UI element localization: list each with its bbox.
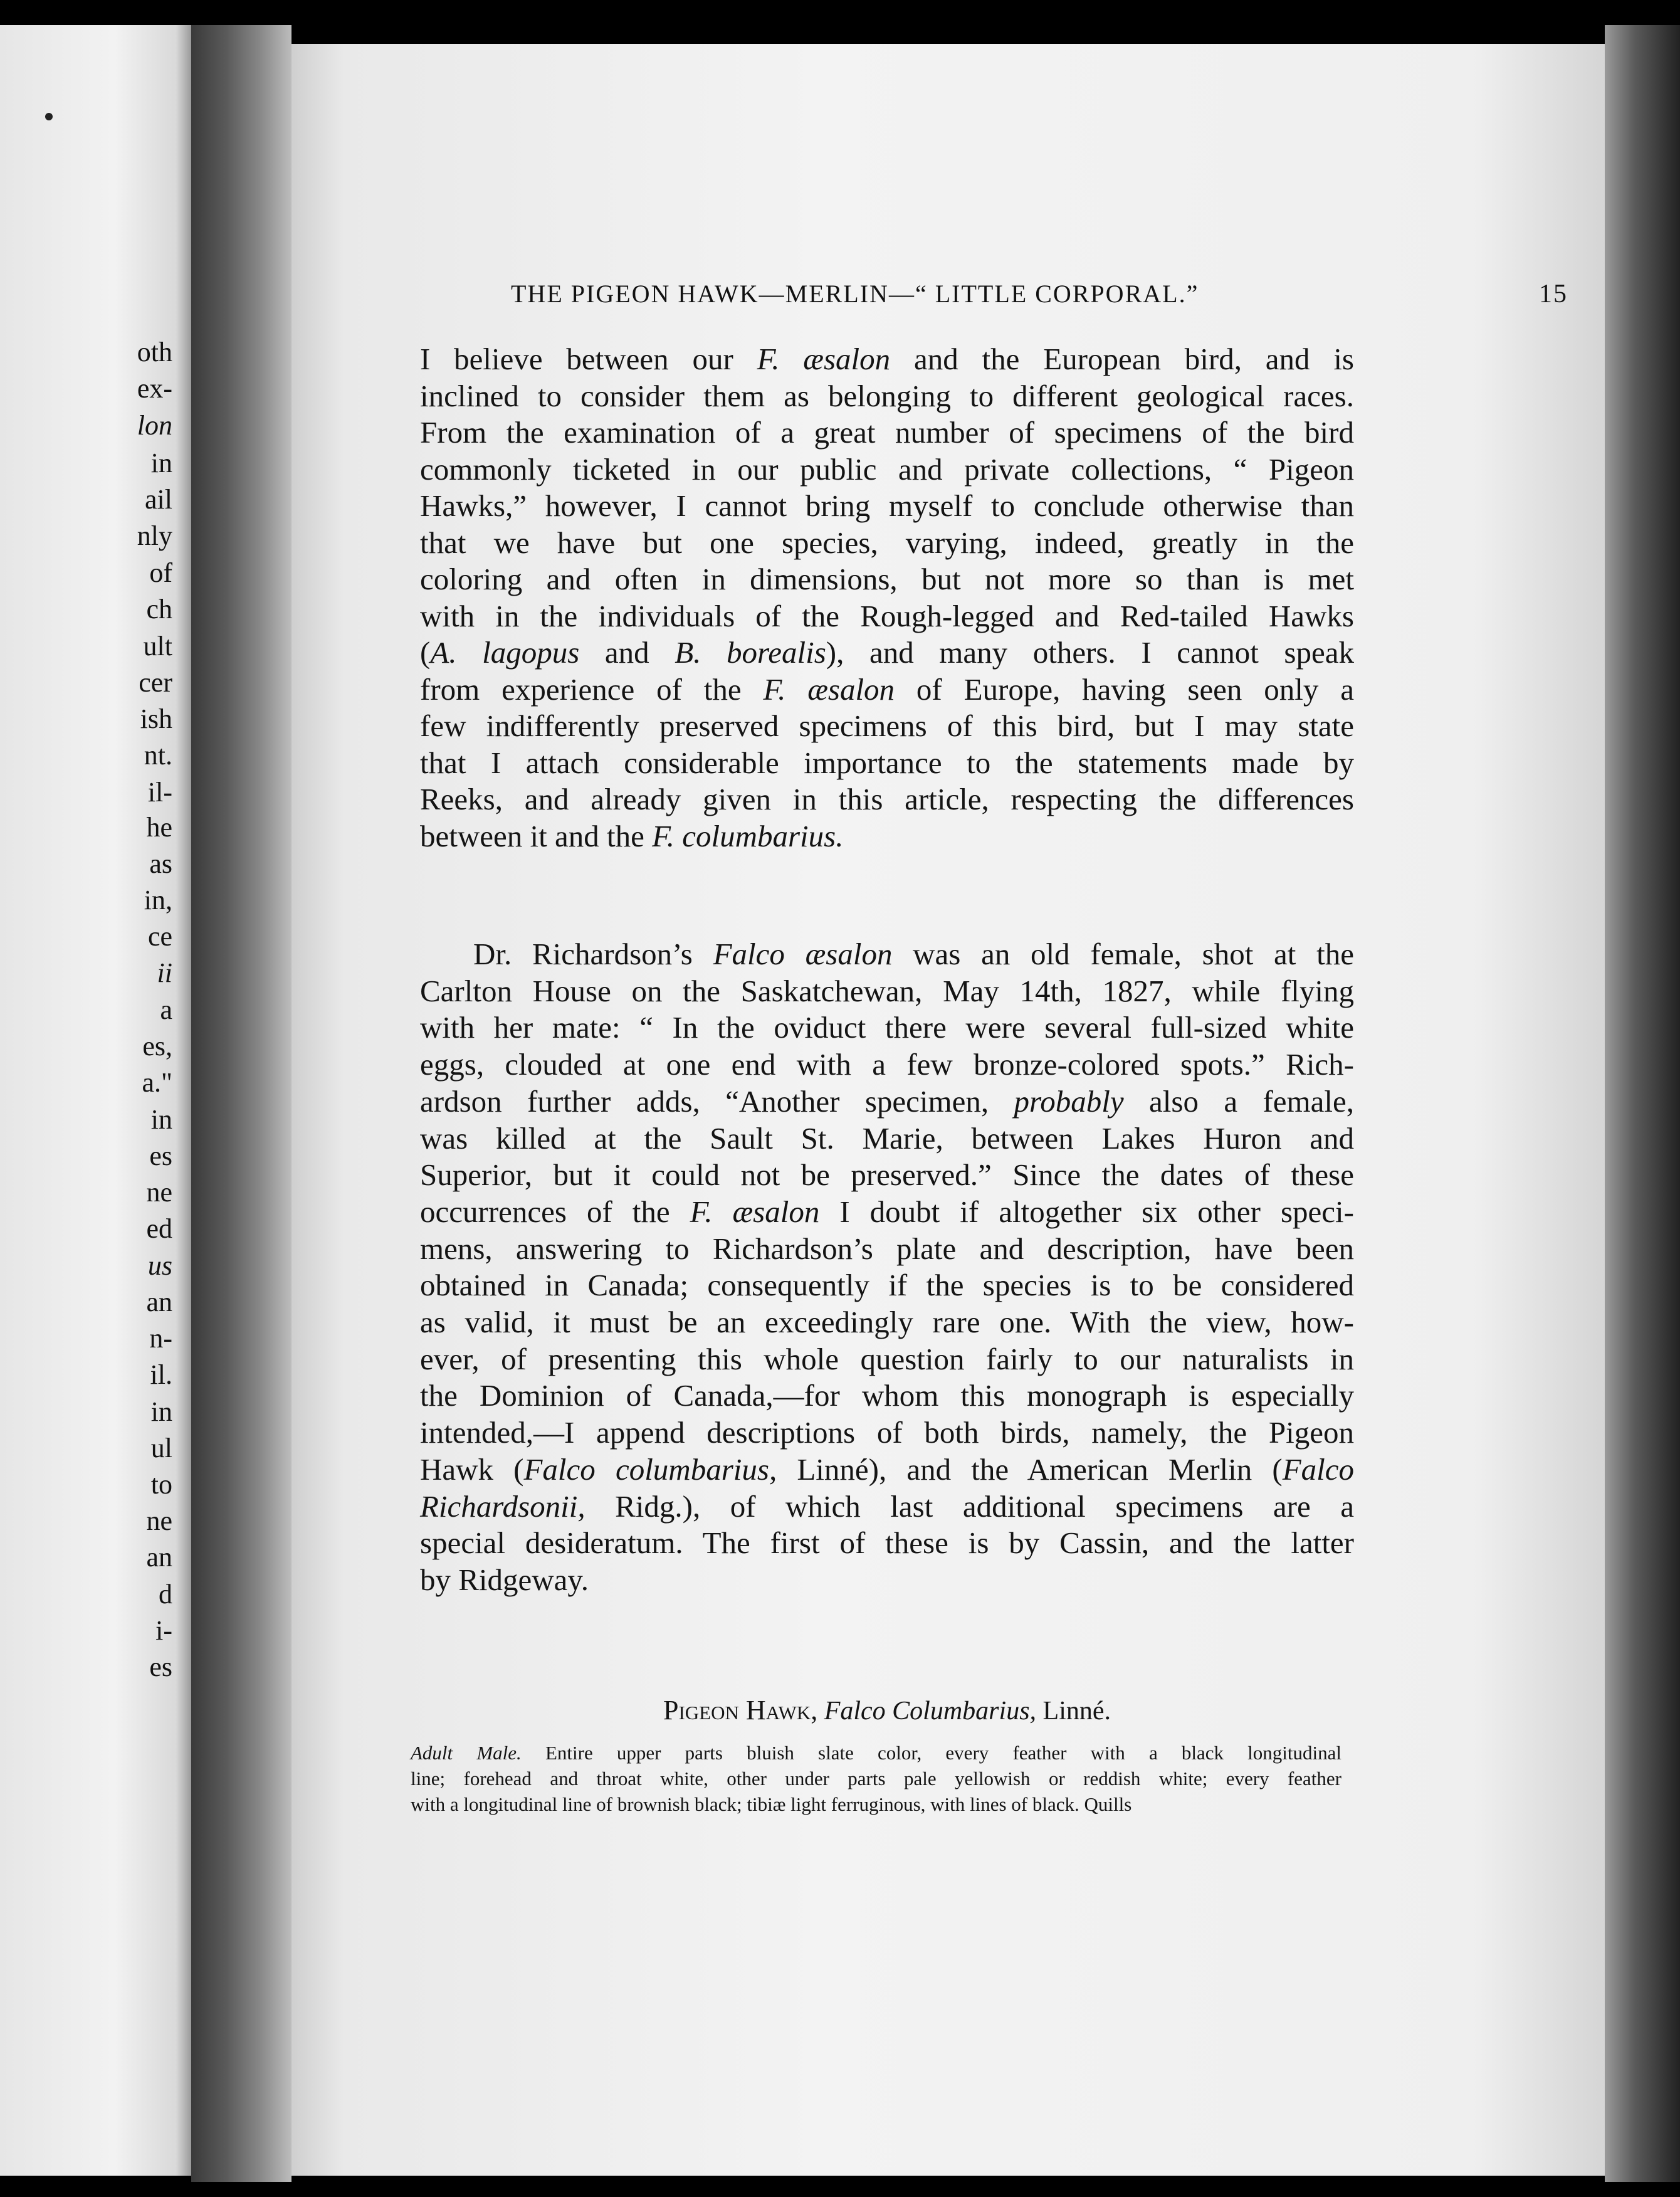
text-line (420, 1083, 1354, 1119)
text-run: of Europe, having seen only a (895, 672, 1354, 707)
text-run: Hawks,” however, I cannot bring myself to conclude otherwise than (420, 488, 1354, 523)
italic-run: F. æsalon (763, 672, 895, 707)
text-run: I believe between our (420, 342, 757, 376)
text-run: from experience of the (420, 672, 764, 707)
italic-run: Falco columbarius, (523, 1451, 777, 1487)
margin-fragment: ult (143, 631, 172, 661)
page-edge-shadow (1605, 25, 1680, 2182)
margin-fragment: n- (149, 1323, 172, 1354)
text-run: and (579, 635, 675, 670)
text-run: was killed at the Sault St. Marie, between Lakes Huron and (420, 1120, 1354, 1156)
text-run: Reeks, and already given in this article, respecting the differences (420, 782, 1354, 816)
text-line (420, 1417, 1354, 1448)
text-run: ), and many others. I cannot speak (826, 635, 1355, 670)
text-line (420, 598, 1354, 633)
text-line (420, 637, 1354, 668)
text-run: between it and the (420, 818, 653, 853)
text-run: commonly ticketed in our public and private collections, “ Pigeon (420, 451, 1354, 487)
text-run: that I attach considerable importance to the statements made by (420, 745, 1354, 780)
text-run: with her mate: “ In the oviduct there were several full-sized white (420, 1010, 1354, 1045)
page-15 (291, 44, 1605, 2176)
margin-fragment: es (149, 1141, 172, 1171)
text-run: line; forehead and throat white, other under parts pale yellowish or reddish white; every feather (411, 1768, 1341, 1789)
running-head-title: THE PIGEON HAWK—MERLIN—“ LITTLE CORPORAL.” (511, 280, 1199, 308)
margin-fragment: d (159, 1579, 172, 1610)
text-line (420, 1049, 1354, 1080)
text-run: Linné), and the American Merlin ( (777, 1451, 1283, 1487)
text-run: eggs, clouded at one end with a few bronze-colored spots.” Rich- (420, 1047, 1354, 1082)
text-run: was an old female, shot at the (892, 937, 1354, 971)
text-run: the Dominion of Canada,—for whom this monograph is especially (420, 1378, 1354, 1413)
book-gutter (191, 25, 291, 2182)
text-line (420, 1012, 1354, 1043)
italic-run: Richardsonii, (420, 1488, 585, 1524)
margin-fragment: ed (146, 1213, 172, 1244)
text-run: From the examination of a great number of specimens of the bird (420, 415, 1354, 450)
text-line (420, 527, 1354, 558)
margin-fragment: as (149, 848, 172, 879)
margin-fragment: ish (140, 703, 172, 734)
text-line (420, 1233, 1354, 1264)
margin-fragment: es, (142, 1031, 172, 1062)
text-run: few indifferently preserved specimens of this bird, but I may state (420, 709, 1354, 743)
margin-fragment: ii (157, 957, 172, 988)
margin-fragment: in (150, 448, 172, 478)
text-run: Entire upper parts bluish slate color, every feather with a black longitudinal (521, 1742, 1342, 1764)
caption-author: Linné. (1042, 1697, 1111, 1725)
text-line (420, 784, 1354, 814)
text-line (420, 1120, 1354, 1156)
margin-fragment: he (146, 812, 172, 843)
margin-fragment: in (150, 1104, 172, 1135)
italic-run: Falco æsalon (713, 937, 893, 971)
text-run: ( (420, 635, 431, 670)
margin-fragment: a (160, 994, 172, 1025)
text-run: by Ridgeway. (420, 1562, 589, 1597)
margin-fragment: an (146, 1287, 172, 1317)
text-run: Superior, but it could not be preserved.” Since the dates of these (420, 1157, 1354, 1193)
margin-fragment: in, (144, 885, 172, 915)
italic-run: A. lagopus (430, 635, 580, 670)
text-line (420, 1268, 1354, 1303)
section-caption (420, 1694, 1354, 1726)
text-line (420, 674, 1354, 705)
text-line (420, 344, 1354, 374)
italic-run: Adult Male. (411, 1742, 522, 1764)
text-line (420, 378, 1354, 413)
text-line (420, 564, 1354, 594)
left-facing-page (0, 25, 191, 2176)
italic-run: Falco (1282, 1451, 1355, 1487)
text-run: ever, of presenting this whole question fairly to our naturalists in (420, 1341, 1354, 1376)
text-run: mens, answering to Richardson’s plate and description, have been (420, 1231, 1354, 1266)
text-line (420, 417, 1354, 448)
text-run: that we have but one species, varying, indeed, greatly in the (420, 525, 1354, 560)
text-run: occurrences of the (420, 1194, 690, 1229)
text-line (420, 490, 1354, 521)
text-run: coloring and often in dimensions, but not more so than is met (420, 562, 1354, 596)
text-run: with in the individuals of the Rough-legged and Red-tailed Hawks (420, 598, 1354, 633)
text-line (420, 1341, 1354, 1376)
margin-fragment: il- (147, 777, 172, 808)
text-line (411, 1794, 1341, 1814)
margin-fragment: ail (145, 484, 172, 515)
text-line (420, 1488, 1354, 1524)
text-run: Dr. Richardson’s (473, 937, 713, 971)
margin-fragment: il. (150, 1359, 172, 1390)
margin-fragment: an (146, 1542, 172, 1573)
text-run: Carlton House on the Saskatchewan, May 14th, 1827, while flying (420, 973, 1354, 1008)
text-run: I doubt if altogether six other speci- (819, 1194, 1354, 1229)
ink-speck (45, 113, 53, 120)
text-line (420, 1525, 1354, 1561)
italic-run: probably (1014, 1083, 1124, 1119)
text-line (420, 973, 1354, 1008)
text-run: intended,—I append descriptions of both birds, namely, the Pigeon (420, 1415, 1354, 1450)
text-line (411, 1769, 1341, 1788)
text-run: Ridg.), of which last additional specimens are a (585, 1488, 1354, 1524)
page-number: 15 (1539, 280, 1568, 308)
text-line (473, 939, 1354, 969)
italic-run: F. æsalon (757, 342, 891, 376)
margin-fragment: i- (155, 1615, 172, 1646)
caption-latin-name: Falco Columbarius, (824, 1697, 1037, 1725)
margin-fragment: of (149, 557, 172, 588)
margin-fragment: us (147, 1250, 172, 1281)
text-line (420, 451, 1354, 487)
text-line (420, 1157, 1354, 1193)
text-line (420, 818, 1354, 853)
text-run: as valid, it must be an exceedingly rare one. With the view, how- (420, 1305, 1354, 1339)
text-line (420, 1196, 1354, 1227)
italic-run: B. borealis (675, 635, 826, 670)
text-line (420, 1451, 1355, 1487)
text-line (420, 747, 1354, 778)
text-run: special desideratum. The first of these is by Cassin, and the latter (420, 1525, 1354, 1561)
italic-run: F. æsalon (690, 1194, 820, 1229)
margin-fragment: ne (146, 1505, 172, 1536)
text-line (420, 1380, 1354, 1411)
margin-fragment: nt. (144, 740, 172, 771)
text-run: with a longitudinal line of brownish black; tibiæ light ferruginous, with lines of black. Quills (411, 1793, 1132, 1815)
margin-fragment: es (149, 1652, 172, 1682)
text-run: and the European bird, and is (890, 342, 1354, 376)
margin-fragment: in (150, 1396, 172, 1427)
text-run: obtained in Canada; consequently if the species is to be considered (420, 1268, 1354, 1303)
caption-common-name: Pigeon Hawk, (663, 1695, 818, 1725)
text-line (420, 710, 1354, 741)
margin-fragment: oth (137, 337, 172, 367)
margin-fragment: ce (147, 921, 172, 952)
margin-fragment: lon (137, 410, 172, 441)
margin-fragment: ex- (137, 373, 172, 404)
text-run: Hawk ( (420, 1451, 524, 1487)
margin-fragment: ul (150, 1433, 172, 1463)
margin-fragment: cer (139, 667, 172, 698)
margin-fragment: a." (142, 1067, 172, 1098)
text-line (411, 1743, 1341, 1762)
italic-run: F. columbarius. (652, 818, 844, 853)
text-line (420, 1307, 1354, 1337)
text-run: inclined to consider them as belonging to different geological races. (420, 378, 1354, 413)
margin-fragment: ch (146, 594, 172, 624)
margin-fragment: to (150, 1469, 172, 1500)
text-line (420, 1564, 1354, 1595)
margin-fragment: ne (146, 1177, 172, 1208)
margin-fragment: nly (137, 520, 172, 551)
text-run: ardson further adds, “Another specimen, (420, 1083, 1014, 1119)
text-run: also a female, (1123, 1083, 1354, 1119)
